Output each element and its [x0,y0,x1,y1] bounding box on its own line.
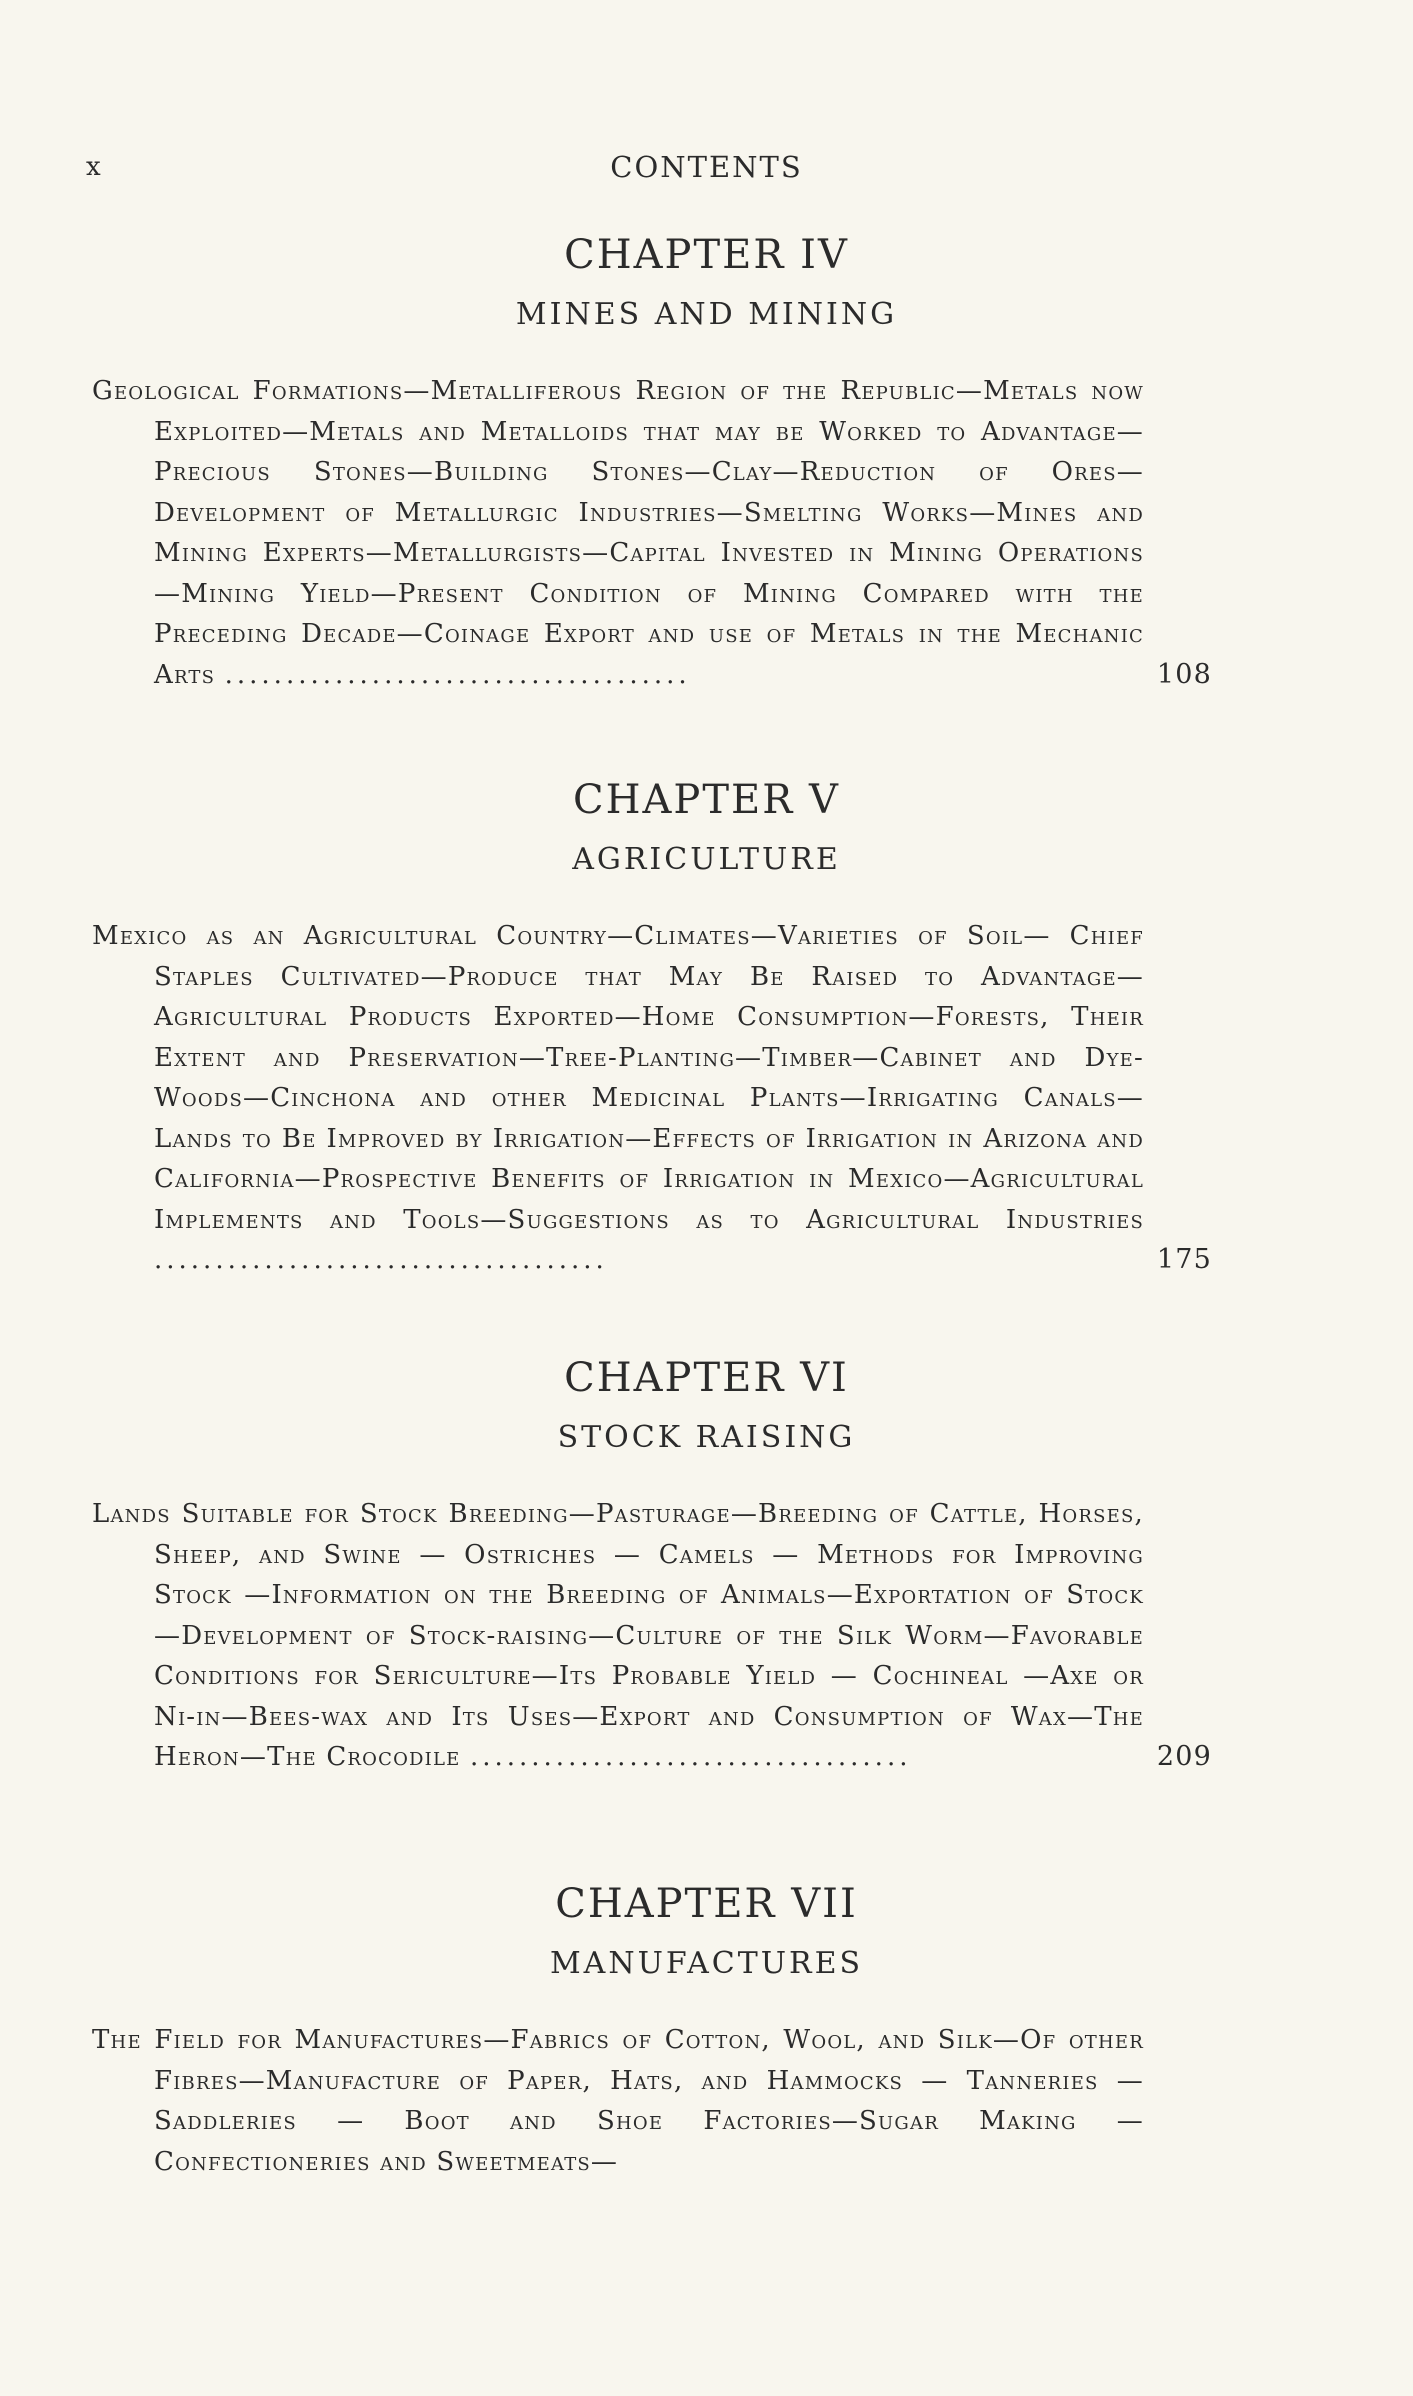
chapter-vi [0,1350,1413,1778]
chapter-title: CHAPTER V [573,777,840,823]
dot-leader: ..................................... [154,1245,608,1275]
chapter-summary [92,2020,1144,2182]
chapter-summary [92,1494,1212,1778]
page-reference: 209 [1156,1741,1212,1772]
dot-leader: .................................... [469,1742,912,1772]
chapter-title: CHAPTER IV [564,232,849,278]
chapter-iv [0,227,1413,695]
chapter-title: CHAPTER VI [564,1355,849,1401]
chapter-title: CHAPTER VII [555,1881,858,1927]
running-title: CONTENTS [610,150,803,184]
chapter-subtitle: STOCK RAISING [557,1420,856,1455]
summary-text: Mexico as an Agricultural Country—Climates—Varieties of Soil— Chief Staples Cultivated—Produce that May Be Raised to Advantage—Agricultural Products Exported—Home Consumption—Forests, Their Extent and Preservation—Tree-Planting—Timber—Cabinet and Dye-Woods—Cinchona and other Medicinal Plants—Irrigating Canals—Lands to Be Improved by Irrigation—Effects of Irrigation in Arizona and California—Prospective Benefits of Irrigation in Mexico—Agricultural Implements and Tools—Suggestions as to Agricultural Industries [92,921,1144,1235]
page-reference: 108 [1156,658,1212,690]
chapter-subtitle: AGRICULTURE [572,842,841,877]
chapter-vii [0,1876,1413,2182]
summary-text: Geological Formations—Metalliferous Region of the Republic—Metals now Exploited—Metals and Metalloids that may be Worked to Advantage—Precious Stones—Building Stones—Clay—Reduction of Ores—Development of Metallurgic Industries—Smelting Works—Mines and Mining Experts—Metallurgists—Capital Invested in Mining Operations—Mining Yield—Present Condition of Mining Compared with the Preceding Decade—Coinage Export and use of Metals in the Mechanic Arts [92,376,1144,690]
running-head [0,150,1413,190]
chapter-summary [92,916,1212,1281]
page-number: x [86,152,102,182]
chapter-v [0,772,1413,1281]
chapter-subtitle: MANUFACTURES [549,1946,864,1981]
summary-text: Lands Suitable for Stock Breeding—Pasturage—Breeding of Cattle, Horses, Sheep, and Swine — Ostriches — Camels — Methods for Improving Stock —Information on the Breeding of Animals—Exportation of Stock—Development of Stock-raising—Culture of the Silk Worm—Favorable Conditions for Sericulture—Its Probable Yield — Cochineal —Axe or Ni-in—Bees-wax and Its Uses—Export and Consumption of Wax—The Heron—The Crocodile [92,1499,1144,1772]
dot-leader: ...................................... [224,659,691,690]
page-reference: 175 [1156,1244,1212,1275]
summary-text: The Field for Manufactures—Fabrics of Cotton, Wool, and Silk—Of other Fibres—Manufacture of Paper, Hats, and Hammocks — Tanneries — Saddleries — Boot and Shoe Factories—Sugar Making — Confectioneries and Sweetmeats— [92,2025,1144,2177]
chapter-summary [92,371,1212,695]
chapter-subtitle: MINES AND MINING [515,297,898,332]
